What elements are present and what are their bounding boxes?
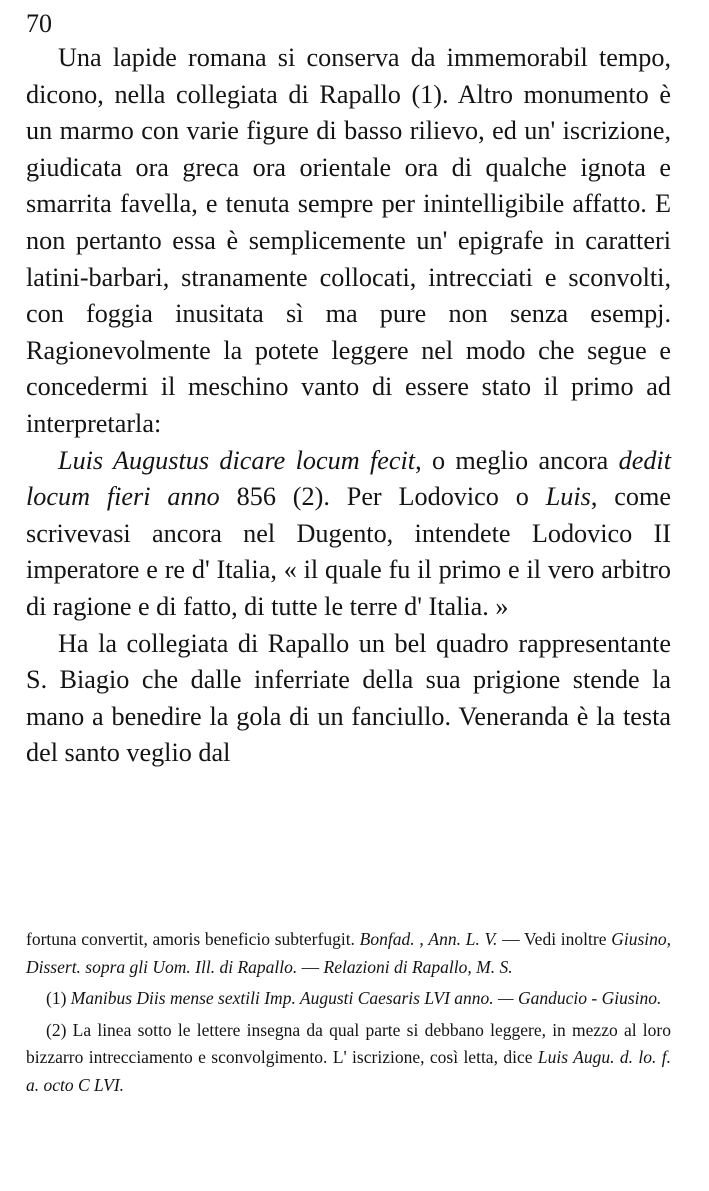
name-luis: Luis bbox=[545, 482, 591, 512]
paragraph-interpretation-text-3: , come scrivevasi ancora nel Dugento, intendete Lodovico II imperatore e re d' Italia, « il quale fu il primo e il vero arbitro di ragione e di fatto, di tutte le terre d' Italia. » bbox=[26, 482, 671, 621]
paragraph-interpretation bbox=[26, 443, 671, 626]
footnote-2-text: (2) La linea sotto le lettere insegna da qual parte si debbano leggere, in mezzo al loro bizzarro intrecciamento e sconvolgimento. L' iscrizione, così letta, dice bbox=[26, 1019, 671, 1067]
footnote-2-reading: Luis Augu. d. lo. f. a. octo C LVI. bbox=[26, 1047, 671, 1095]
footnote-continuation-text-4: — bbox=[297, 956, 324, 977]
footnote-2 bbox=[26, 1017, 671, 1100]
latin-reading-2: dedit locum fieri anno bbox=[26, 445, 671, 512]
latin-reading-1: Luis Augustus dicare locum fecit bbox=[58, 445, 416, 475]
page-number: 70 bbox=[26, 9, 52, 38]
footnote-continuation-text-1: fortuna convertit, amoris beneficio subterfugit. bbox=[26, 929, 360, 949]
paragraph-interpretation-text-2: 856 (2). Per Lodovico o bbox=[219, 482, 546, 512]
footnotes bbox=[26, 926, 671, 1099]
footnote-continuation-text-3: — Vedi inoltre bbox=[497, 929, 612, 949]
footnote-continuation-text-2: , bbox=[414, 929, 429, 949]
footnote-continuation-ref-4: Relazioni di Rapallo, M. S. bbox=[323, 956, 513, 977]
footnote-continuation-ref-1: Bonfad. bbox=[359, 929, 415, 949]
footnote-continuation bbox=[26, 926, 671, 981]
footnote-1-marker: (1) bbox=[46, 988, 71, 1008]
paragraph-interpretation-text-1: , o meglio ancora bbox=[415, 445, 619, 475]
footnote-1-text: Manibus Diis mense sextili Imp. Augusti Caesaris LVI anno. — Ganducio - Giusino. bbox=[70, 988, 662, 1008]
paragraph-lapide: Una lapide romana si conserva da immemorabil tempo, dicono, nella collegiata di Rapallo (1). Altro monumento è un marmo con varie figure di basso rilievo, ed un' iscrizione, giudicata ora greca ora orientale ora di qualche ignota e smarrita favella, e tenuta sempre per inintelligibile affatto. E non pertanto essa è semplicemente un' epigrafe in caratteri latini-barbari, stranamente collocati, intrecciati e sconvolti, con foggia inusitata sì ma pure non senza esempj. Ragionevolmente la potete leggere nel modo che segue e concedermi il meschino vanto di essere stato il primo ad interpretarla: bbox=[26, 43, 671, 438]
paragraph-san-biagio: Ha la collegiata di Rapallo un bel quadro rappresentante S. Biagio che dalle inferriate della sua prigione stende la mano a benedire la gola di un fanciullo. Veneranda è la testa del santo veglio dal bbox=[26, 628, 671, 768]
footnote-1 bbox=[26, 985, 671, 1013]
footnote-continuation-ref-2: Ann. L. V. bbox=[428, 929, 498, 949]
main-text bbox=[26, 40, 671, 772]
footnote-continuation-ref-3: Giusino, Dissert. sopra gli Uom. Ill. di Rapallo. bbox=[26, 929, 672, 977]
